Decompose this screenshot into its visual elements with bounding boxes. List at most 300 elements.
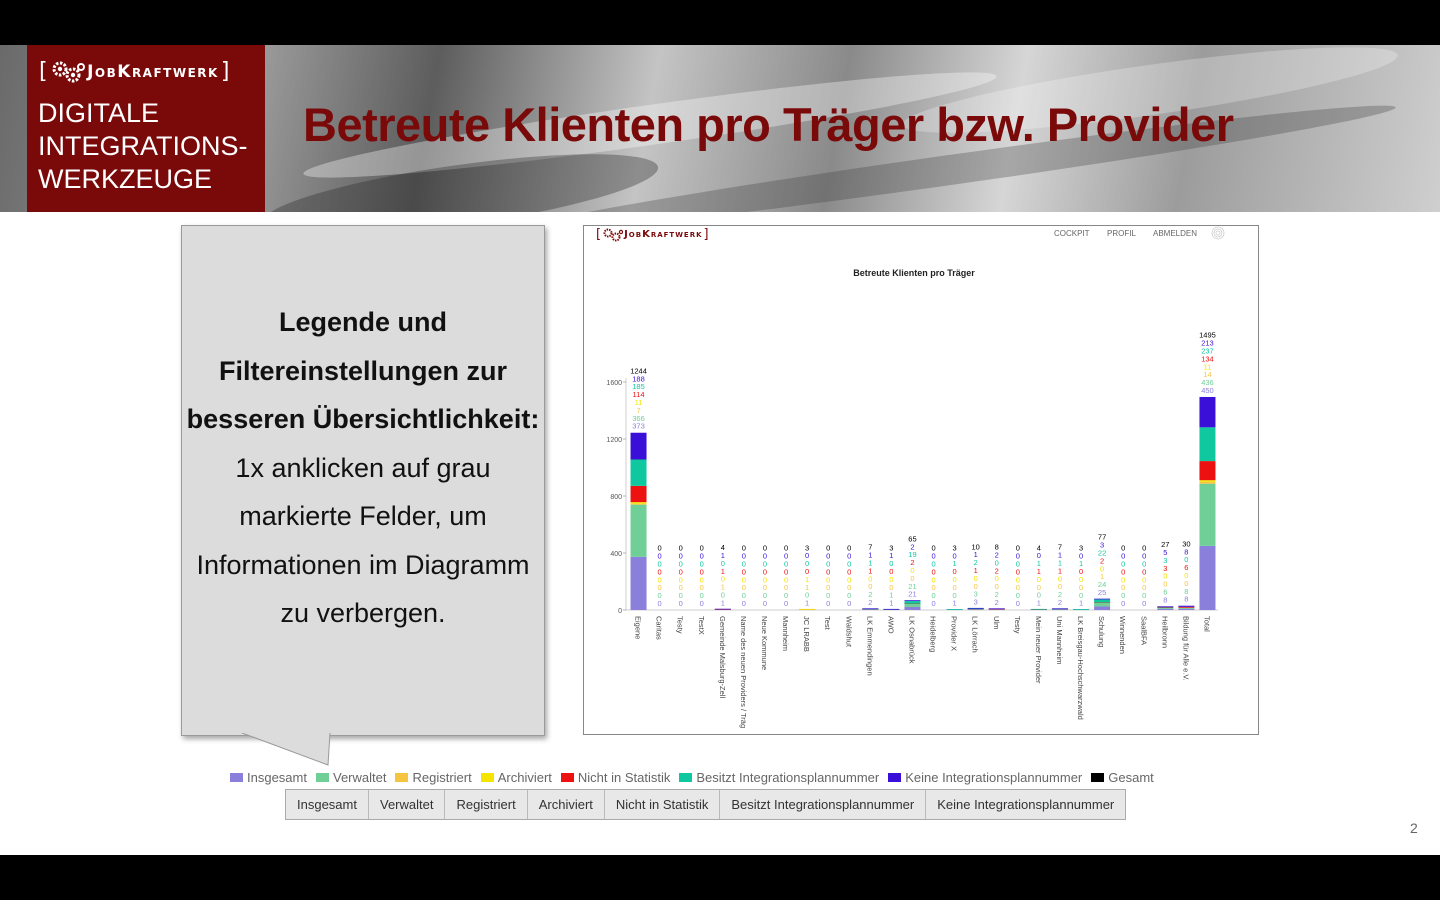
data-label: 1: [1057, 558, 1063, 568]
data-label: 0: [678, 551, 683, 561]
data-label: 0: [1015, 591, 1020, 601]
bar-segment: [631, 505, 647, 557]
data-label: 0: [826, 599, 831, 608]
data-label: 14: [1203, 370, 1212, 380]
data-label: 0: [1142, 559, 1147, 569]
data-label: 0: [931, 559, 936, 569]
data-label: 0: [699, 543, 704, 553]
data-label: 1: [1100, 572, 1105, 582]
category-label: Winnenden: [1118, 616, 1128, 654]
legend-swatch: [888, 773, 901, 782]
data-label: 3: [973, 589, 978, 599]
data-label: 0: [657, 599, 662, 608]
data-label: 237: [1201, 346, 1214, 356]
category-label: JC LRABB: [802, 616, 812, 652]
data-label: 0: [1142, 583, 1147, 593]
data-label: 0: [847, 575, 852, 585]
data-label: 0: [762, 583, 768, 593]
data-label: 0: [699, 567, 704, 577]
category-label: Mein neuer Provider: [1033, 616, 1043, 684]
data-label: 0: [910, 573, 915, 583]
data-label: 27: [1161, 540, 1170, 550]
data-label: 0: [699, 583, 704, 593]
data-label: 4: [720, 543, 725, 553]
data-label: 3: [805, 543, 810, 553]
data-label: 0: [931, 591, 936, 601]
data-label: 1: [1057, 550, 1063, 560]
legend-label: Archiviert: [497, 770, 552, 785]
data-label: 450: [1201, 385, 1214, 395]
filter-button[interactable]: Nicht in Statistik: [605, 790, 720, 819]
data-label: 0: [1184, 578, 1189, 588]
data-label: 213: [1201, 338, 1214, 348]
data-label: 373: [632, 421, 645, 431]
data-label: 1: [868, 566, 873, 576]
legend-swatch: [230, 773, 243, 782]
brand-logo: [ JobKraftwerk ]: [39, 59, 231, 84]
data-label: 0: [1057, 582, 1063, 592]
data-label: 0: [805, 559, 810, 569]
data-label: 22: [1097, 548, 1107, 558]
bar-segment: [715, 609, 731, 610]
bar-segment: [1157, 608, 1173, 609]
bar-segment: [631, 557, 647, 610]
app-logo: [ JobKraftwerk ]: [596, 227, 710, 242]
data-label: 8: [994, 542, 999, 552]
data-label: 0: [826, 551, 831, 561]
category-label: Uni Mannheim: [1054, 616, 1064, 665]
data-label: 0: [657, 543, 662, 553]
category-label: AWO: [886, 616, 896, 634]
category-label: Neue Kommune: [759, 616, 769, 671]
filter-button[interactable]: Insgesamt: [286, 790, 369, 819]
data-label: 1: [805, 574, 810, 584]
data-label: 0: [657, 567, 662, 577]
data-label: 0: [678, 591, 683, 601]
data-label: 0: [783, 583, 789, 593]
data-label: 0: [699, 575, 704, 585]
data-label: 24: [1097, 580, 1107, 590]
category-label: LK Emmendingen: [865, 616, 875, 676]
bar-segment: [631, 486, 647, 502]
data-label: 0: [762, 591, 768, 601]
data-label: 2: [910, 558, 915, 568]
legend-swatch: [395, 773, 408, 782]
data-label: 0: [1142, 591, 1147, 601]
data-label: 1: [868, 558, 873, 568]
data-label: 0: [1015, 599, 1020, 608]
category-label: Testy: [675, 616, 685, 634]
category-label: SaalBFA: [1139, 616, 1149, 646]
data-label: 0: [973, 573, 978, 583]
data-label: 8: [1163, 595, 1168, 605]
data-label: 1: [889, 598, 894, 608]
data-label: 0: [889, 582, 894, 592]
data-label: 0: [1121, 559, 1126, 569]
legend-label: Besitzt Integrationsplannummer: [696, 770, 880, 785]
filter-button[interactable]: Keine Integrationsplannummer: [937, 797, 1115, 812]
data-label: 0: [783, 551, 789, 561]
bar-segment: [1157, 606, 1173, 607]
data-label: 21: [908, 589, 917, 599]
data-label: 0: [868, 574, 873, 584]
data-label: 0: [826, 543, 831, 553]
slide: [0, 45, 1440, 855]
data-label: 2: [1100, 556, 1105, 566]
bar-segment: [631, 504, 647, 505]
callout-line: markierte Felder, um: [239, 501, 487, 531]
bar-segment: [799, 609, 815, 610]
data-label: 0: [1163, 579, 1168, 589]
filter-button[interactable]: Archiviert: [528, 790, 605, 819]
data-label: 0: [1121, 567, 1126, 577]
brand-subtitle: [38, 97, 248, 196]
data-label: 0: [973, 581, 978, 591]
bar-segment: [1094, 599, 1110, 600]
data-label: 185: [632, 382, 645, 392]
data-label: 134: [1201, 354, 1214, 364]
bar-segment: [1094, 599, 1110, 602]
data-label: 0: [952, 575, 957, 585]
data-label: 0: [678, 599, 683, 608]
data-label: 19: [908, 550, 917, 560]
data-label: 0: [1078, 551, 1084, 561]
callout-line: zu verbergen.: [280, 598, 446, 628]
data-label: 3: [952, 543, 957, 553]
data-label: 0: [1078, 567, 1084, 577]
bar-segment: [904, 607, 920, 610]
data-label: 436: [1201, 378, 1214, 388]
callout-bold-line: Legende und: [279, 307, 447, 337]
data-label: 0: [678, 559, 683, 569]
data-label: 366: [632, 413, 645, 423]
legend-item[interactable]: [316, 770, 386, 785]
data-label: 8: [1184, 547, 1189, 557]
legend-swatch: [561, 773, 574, 782]
data-label: 8: [1184, 594, 1189, 604]
data-label: 1: [952, 598, 957, 608]
data-label: 0: [805, 566, 810, 576]
nav-cockpit[interactable]: COCKPIT: [1054, 229, 1090, 238]
data-label: 0: [762, 567, 768, 577]
callout-bold-line: Filtereinstellungen zur: [218, 355, 508, 386]
callout-bold-line: besseren Übersichtlichkeit:: [186, 404, 540, 434]
data-label: 2: [1057, 598, 1063, 608]
data-label: 0: [826, 583, 831, 593]
legend-label: Gesamt: [1108, 770, 1154, 785]
data-label: 11: [1203, 362, 1212, 372]
data-label: 0: [805, 551, 810, 561]
legend-label: Nicht in Statistik: [577, 770, 671, 785]
data-label: 0: [826, 559, 831, 569]
bar-segment: [1031, 609, 1047, 610]
data-label: 4: [1036, 543, 1041, 553]
data-label: 0: [741, 559, 746, 569]
data-label: 1: [720, 551, 725, 561]
data-label: 0: [1184, 571, 1189, 581]
bar-segment: [1052, 608, 1068, 609]
legend-swatch: [481, 773, 494, 782]
data-label: 0: [1184, 555, 1189, 565]
data-label: 0: [1015, 551, 1020, 561]
data-label: 0: [741, 543, 746, 553]
data-label: 0: [657, 583, 662, 593]
filter-button[interactable]: Besitzt Integrationsplannummer: [720, 790, 926, 819]
app-screenshot: [583, 225, 1259, 735]
data-label: 0: [952, 582, 957, 592]
data-label: 0: [741, 551, 746, 561]
data-label: 2: [994, 566, 999, 576]
bar-segment: [904, 601, 920, 604]
data-label: 0: [783, 599, 789, 608]
data-label: 2: [973, 558, 978, 568]
data-label: 0: [847, 583, 852, 593]
category-label: Testy: [1012, 616, 1022, 634]
category-label: Heilbronn: [1160, 616, 1170, 649]
data-label: 7: [636, 405, 641, 415]
callout-text: [182, 298, 544, 638]
data-label: 0: [678, 567, 683, 577]
data-label: 0: [657, 559, 662, 569]
data-label: 0: [1036, 590, 1041, 600]
brand-box: [27, 45, 265, 212]
bar-segment: [1199, 427, 1215, 461]
data-label: 0: [1142, 599, 1147, 608]
bar-segment: [1199, 482, 1215, 484]
nav-abmelden[interactable]: ABMELDEN: [1153, 229, 1198, 238]
data-label: 3: [1163, 563, 1168, 573]
data-label: 1: [1057, 566, 1063, 576]
category-label: Name des neuen Providers / Träg: [738, 616, 748, 729]
legend-item[interactable]: [561, 770, 670, 785]
app-logo-text: JobKraftwerk: [624, 229, 703, 240]
data-label: 0: [1121, 543, 1126, 553]
data-label: 3: [1100, 540, 1105, 550]
data-label: 65: [908, 534, 917, 544]
data-label: 0: [1078, 590, 1084, 600]
data-label: 0: [741, 575, 746, 585]
legend-label: Keine Integrationsplannummer: [905, 770, 1083, 785]
legend-label: Registriert: [412, 770, 472, 785]
slide-title: Betreute Klienten pro Träger bzw. Provider: [303, 98, 1234, 151]
data-label: 0: [762, 575, 768, 585]
bar-segment: [989, 608, 1005, 609]
bar-segment: [1199, 461, 1215, 480]
legend-item[interactable]: [395, 770, 471, 785]
data-label: 0: [720, 574, 725, 584]
data-label: 0: [847, 551, 852, 561]
data-label: 3: [889, 543, 894, 553]
callout-tail: [238, 733, 338, 767]
data-label: 0: [1015, 543, 1020, 553]
category-label: LK Osnabrück: [907, 616, 917, 664]
brand-logo-text: JobKraftwerk: [87, 61, 219, 82]
data-label: 1: [952, 559, 957, 569]
y-tick-label: 1200: [606, 437, 622, 444]
nav-profil[interactable]: PROFIL: [1107, 229, 1136, 238]
data-label: 0: [952, 590, 957, 600]
data-label: 0: [720, 590, 725, 600]
data-label: 21: [908, 581, 917, 591]
data-label: 0: [1121, 591, 1126, 601]
data-label: 0: [762, 599, 768, 608]
data-label: 0: [931, 583, 936, 593]
data-label: 0: [847, 559, 852, 569]
data-label: 0: [1078, 575, 1084, 585]
data-label: 0: [994, 574, 999, 584]
data-label: 1244: [630, 366, 647, 376]
data-label: 0: [699, 551, 704, 561]
legend-swatch: [316, 773, 329, 782]
legend-item[interactable]: [481, 770, 552, 785]
bar-segment: [883, 609, 899, 610]
data-label: 0: [1142, 543, 1147, 553]
category-label: Ulm: [991, 616, 1001, 630]
bar-segment: [631, 460, 647, 486]
data-label: 0: [889, 559, 894, 569]
data-label: 2: [868, 598, 873, 608]
data-label: 1: [889, 590, 894, 600]
data-label: 2: [1057, 590, 1063, 600]
brand-subtitle-line: WERKZEUGE: [38, 164, 213, 194]
bar-segment: [968, 608, 984, 609]
legend-swatch: [1091, 773, 1104, 782]
data-label: 0: [657, 591, 662, 601]
bar-segment: [947, 609, 963, 610]
data-label: 2: [868, 590, 873, 600]
data-label: 0: [783, 559, 789, 569]
bar-segment: [631, 502, 647, 504]
data-label: 3: [1078, 543, 1084, 553]
legend-label: Verwaltet: [332, 770, 387, 785]
legend-item[interactable]: [1091, 770, 1154, 785]
data-label: 1: [973, 550, 978, 560]
data-label: 1: [868, 550, 873, 560]
filter-button[interactable]: Registriert: [445, 790, 527, 819]
category-label: LK Breisgau-Hochschwarzwald: [1076, 616, 1086, 720]
data-label: 0: [762, 551, 768, 561]
data-label: 0: [994, 558, 999, 568]
data-label: 0: [699, 591, 704, 601]
data-label: 0: [741, 599, 746, 608]
data-label: 1: [1036, 559, 1041, 569]
data-label: 0: [931, 551, 936, 561]
callout-box: [181, 225, 545, 736]
category-label: Test: [823, 616, 833, 630]
bar-chart: [584, 226, 1258, 734]
chart-legend: [230, 770, 1163, 785]
bar-segment: [862, 608, 878, 609]
legend-item[interactable]: [888, 770, 1082, 785]
legend-item[interactable]: [679, 770, 879, 785]
category-label: Waldshut: [844, 616, 854, 647]
data-label: 0: [762, 543, 768, 553]
data-label: 114: [632, 390, 645, 400]
data-label: 0: [1036, 582, 1041, 592]
data-label: 0: [1057, 574, 1063, 584]
data-label: 1: [889, 551, 894, 561]
data-label: 0: [1036, 574, 1041, 584]
gears-icon: [51, 60, 85, 84]
data-label: 0: [699, 559, 704, 569]
data-label: 0: [931, 567, 936, 577]
data-label: 0: [1142, 551, 1147, 561]
bar-segment: [1199, 546, 1215, 610]
data-label: 0: [826, 575, 831, 585]
data-label: 6: [1184, 563, 1189, 573]
callout-line: 1x anklicken auf grau: [235, 452, 491, 483]
page-number: 2: [1410, 820, 1418, 836]
brand-subtitle-line: DIGITALE: [38, 98, 160, 128]
bar-segment: [1157, 609, 1173, 610]
data-label: 1: [720, 566, 725, 576]
brand-subtitle-line: INTEGRATIONS-: [38, 131, 248, 161]
data-label: 0: [678, 583, 683, 593]
category-label: Gemeinde Malsburg-Zell: [717, 616, 727, 699]
bar-segment: [1178, 607, 1194, 608]
data-label: 0: [657, 575, 662, 585]
bar-segment: [1073, 609, 1089, 610]
data-label: 1: [973, 565, 978, 575]
data-label: 1: [720, 598, 725, 608]
data-label: 0: [783, 591, 789, 601]
category-label: Caritas: [654, 616, 664, 640]
data-label: 0: [847, 591, 852, 601]
data-label: 188: [632, 374, 645, 384]
data-label: 0: [889, 574, 894, 584]
bar-segment: [904, 604, 920, 607]
category-label: TestX: [696, 616, 706, 635]
data-label: 2: [994, 550, 999, 560]
data-label: 0: [1015, 575, 1020, 585]
data-label: 0: [1015, 567, 1020, 577]
data-label: 0: [1163, 571, 1168, 581]
data-label: 0: [783, 567, 789, 577]
data-label: 3: [1163, 555, 1168, 565]
data-label: 0: [1121, 575, 1126, 585]
bar-segment: [1178, 608, 1194, 609]
data-label: 0: [1142, 575, 1147, 585]
data-label: 0: [1015, 583, 1020, 593]
data-label: 30: [1182, 539, 1191, 549]
legend-item[interactable]: [230, 770, 307, 785]
chart-title: Betreute Klienten pro Träger: [853, 268, 975, 278]
category-label: Mannheim: [781, 616, 791, 652]
data-label: 0: [952, 567, 957, 577]
data-label: 7: [868, 542, 873, 552]
data-label: 10: [971, 542, 980, 552]
y-tick-label: 1600: [606, 380, 622, 387]
data-label: 0: [889, 566, 894, 576]
category-label: LK Lörrach: [970, 616, 980, 653]
y-tick-label: 0: [618, 608, 622, 615]
data-label: 0: [931, 575, 936, 585]
data-label: 0: [1121, 599, 1126, 608]
category-label: Eigene: [633, 616, 643, 640]
data-label: 8: [1184, 586, 1189, 596]
filter-button[interactable]: Verwaltet: [369, 790, 445, 819]
data-label: 0: [699, 599, 704, 608]
bar-segment: [1199, 397, 1215, 427]
legend-label: Insgesamt: [247, 770, 307, 785]
y-tick-label: 800: [610, 494, 622, 501]
data-label: 1495: [1199, 330, 1216, 340]
bar-segment: [1178, 606, 1194, 607]
bar-segment: [631, 433, 647, 460]
data-label: 25: [1097, 588, 1107, 598]
data-label: 0: [783, 575, 789, 585]
data-label: 0: [910, 566, 915, 576]
